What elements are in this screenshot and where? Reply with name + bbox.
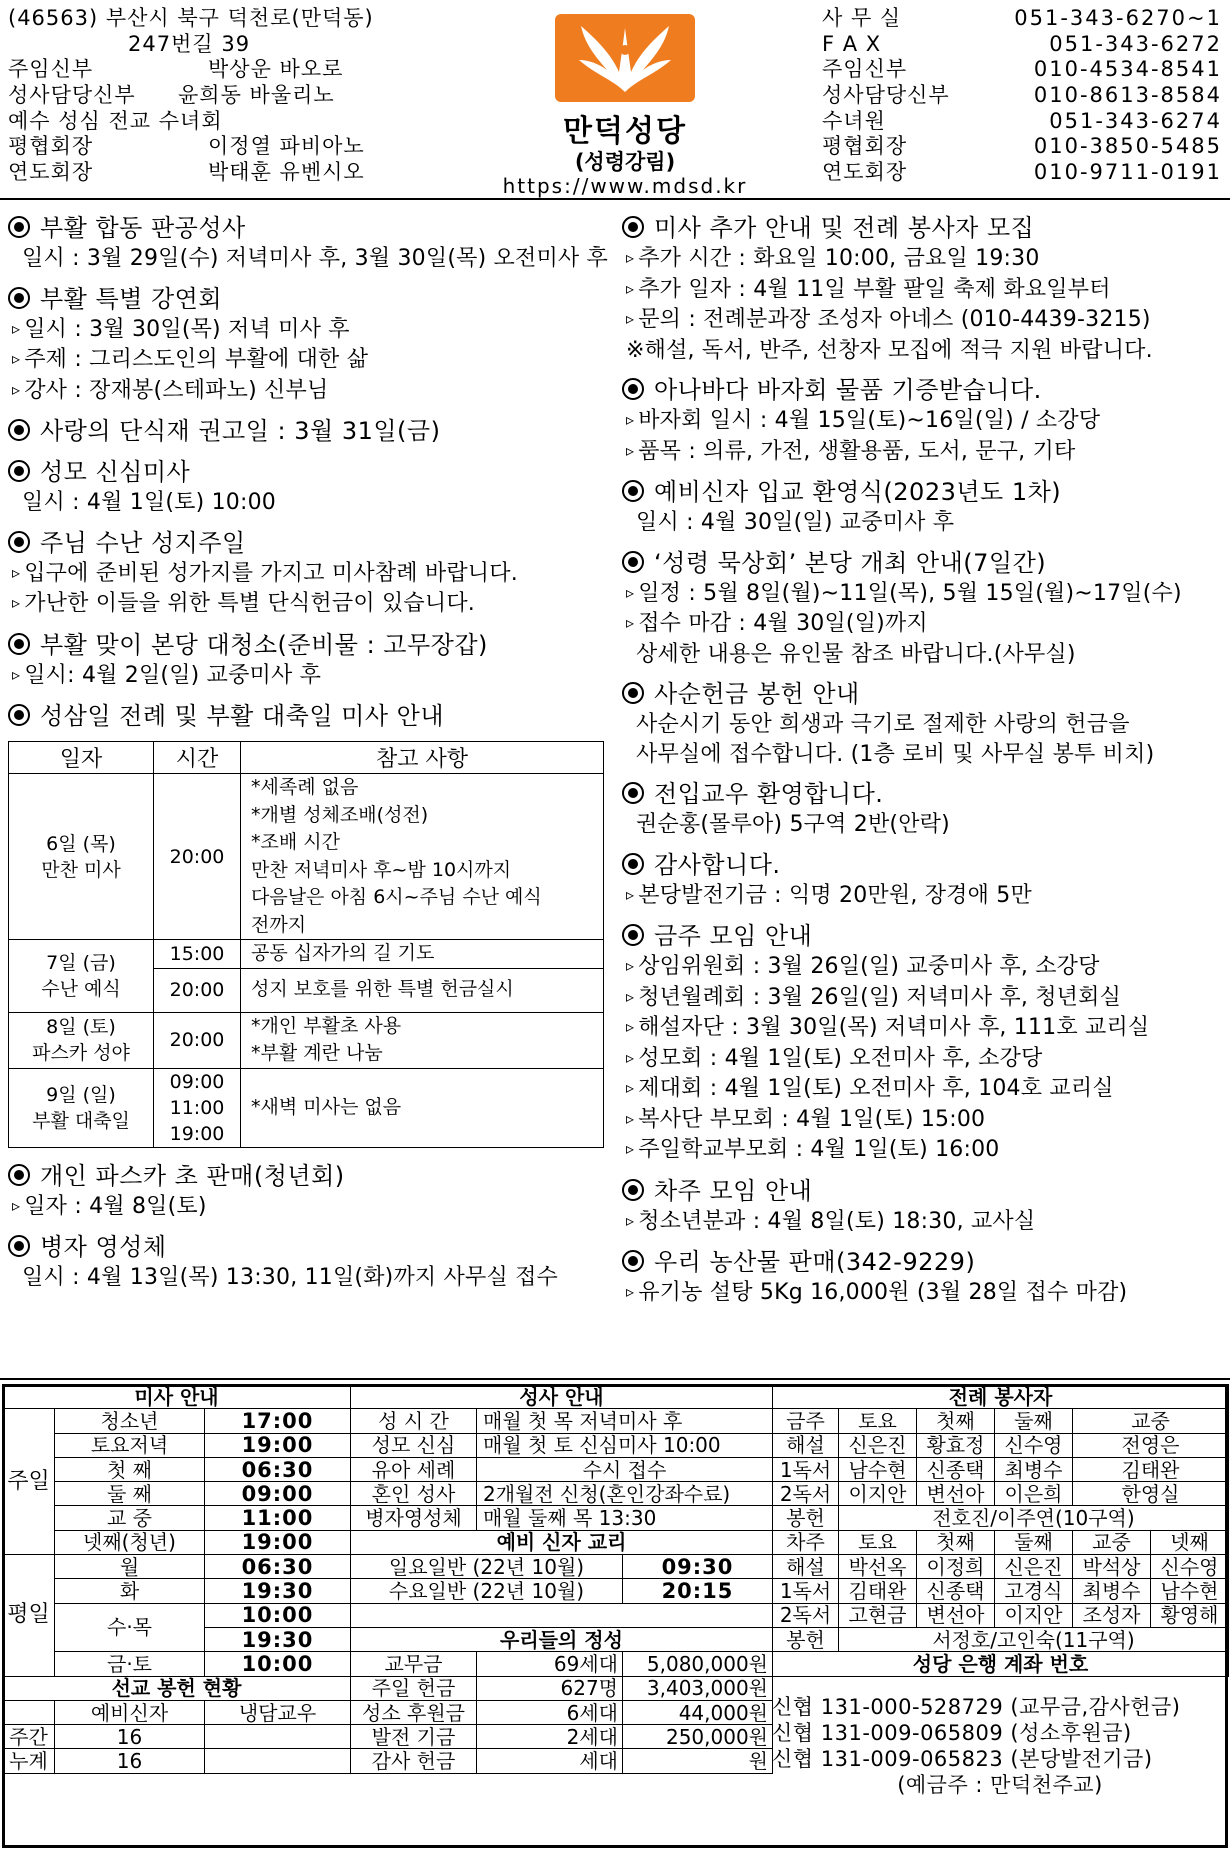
sunday-label: 주일 [3, 1409, 55, 1555]
notice-line: ▹ 품목 : 의류, 가전, 생활용품, 도서, 문구, 기타 [622, 437, 1226, 468]
notice-line: 일시 : 4월 1일(토) 10:00 [22, 490, 277, 515]
day-cell: 6일 (목) 만찬 미사 [9, 774, 154, 940]
bullet-icon [622, 682, 644, 704]
notice-section [8, 283, 608, 407]
bullet-icon [622, 216, 644, 238]
notice-section [622, 849, 1226, 912]
right-column [622, 212, 1226, 1318]
notice-title: 주님 수난 성지주일 [8, 527, 608, 559]
bullet-icon [622, 853, 644, 875]
notice-line: ▹ 일시 : 3월 30일(목) 저녁 미사 후 [8, 315, 608, 346]
notes-cell: 공동 십자가의 길 기도 [241, 940, 604, 969]
sisters: 예수 성심 전교 수녀회 [8, 108, 223, 133]
parish-name: 만덕성당 [563, 114, 687, 149]
bullet-icon [622, 1250, 644, 1272]
notice-line: ▹ 입구에 준비된 성가지를 가지고 미사참례 바랍니다. [8, 559, 608, 590]
bulletin-header [8, 6, 1222, 198]
bullet-icon [8, 460, 30, 482]
parish-url[interactable]: https://www.mdsd.kr [502, 174, 748, 198]
left-column [8, 212, 608, 1302]
left-notices-2 [8, 1160, 608, 1293]
bullet-icon [8, 287, 30, 309]
account-holder: (예금주 : 만덕천주교) [897, 1773, 1103, 1797]
notice-section [8, 629, 608, 692]
sacrament-table: 성사 안내 성 시 간 매월 첫 목 저녁미사 후 성모 신심 매월 첫 토 신심미사 10:00 유아 세례 수시 접수 혼인 성사 2개월전 신청(혼인강좌수료) 병자영성체 매월 둘째 목 13:30 예비 신자 교리 일요일반 (22년 10월) 09:30 수요일반 (22년 10월) 20:15 우리들의 정성 교무금 69세대 5,080,000원 주일 헌금 627명 3,403,000원 성소 후원금 6세대 44,000원 발전 기금 2세대 250,000원 감사 헌금 세대 원 [350, 1384, 773, 1774]
time-cell: 20:00 [154, 774, 241, 940]
council-president: 평협회장 이정열 파비아노 [8, 134, 365, 159]
notice-section [622, 1246, 1226, 1309]
table-row [9, 1012, 604, 1068]
notice-line: ▹ 유기농 설탕 5Kg 16,000원 (3월 28일 접수 마감) [622, 1278, 1226, 1309]
notice-section [622, 1175, 1226, 1238]
bank-accounts [772, 1694, 1228, 1798]
notice-section [8, 527, 608, 620]
table-header: 시간 [154, 742, 241, 774]
bullet-icon [622, 551, 644, 573]
day-cell: 7일 (금) 수난 예식 [9, 940, 154, 1013]
notice-line: ▹ 일자 : 4월 8일(토) [8, 1192, 608, 1223]
notice-title: 부활 특별 강연회 [8, 283, 608, 315]
notice-section [622, 920, 1226, 1166]
notice-title: 미사 추가 안내 및 전례 봉사자 모집 [622, 212, 1226, 244]
notice-line: ▹ 강사 : 장재봉(스테파노) 신부님 [8, 376, 608, 407]
bank-account: 신협 131-009-065823 (본당발전기금) [772, 1747, 1153, 1771]
notice-title: 부활 합동 판공성사 [8, 212, 608, 244]
notice-line: ▹ 상임위원회 : 3월 26일(일) 교중미사 후, 소강당 [622, 952, 1226, 983]
table-header-row [9, 742, 604, 774]
notice-title: 개인 파스카 초 판매(청년회) [8, 1160, 608, 1192]
notice-line: ※해설, 독서, 반주, 선창자 모집에 적극 지원 바랍니다. [626, 337, 1153, 363]
notice-line: ▹ 일시: 4월 2일(일) 교중미사 후 [8, 661, 608, 692]
time-cell: 09:00 11:00 19:00 [154, 1068, 241, 1147]
notice-title: 사순헌금 봉헌 안내 [622, 678, 1226, 710]
notice-line: ▹ 청소년분과 : 4월 8일(토) 18:30, 교사실 [622, 1207, 1226, 1238]
table-header: 참고 사항 [241, 742, 604, 774]
notice-line: ▹ 일정 : 5월 8일(월)~11일(목), 5월 15일(월)~17일(수) [622, 579, 1226, 610]
mass-schedule-table: 미사 안내 주일 청소년 17:00 토요저녁 19:00 첫 째 06:30 둘 째 09:00 교 중 11:00 넷째(청년) 19:00 평일 월 06:30 화 19:30 수·목 10:00 19:30 금·토 10:00 선교 봉헌 현황 예비신자 냉담교우 주간 16 누계 16 [2, 1384, 351, 1774]
notice-line: ▹ 가난한 이들을 위한 특별 단식헌금이 있습니다. [8, 589, 608, 620]
notice-line: ▹ 해설자단 : 3월 30일(목) 저녁미사 후, 111호 교리실 [622, 1013, 1226, 1044]
mission-title: 선교 봉헌 현황 [3, 1676, 351, 1700]
confessor: 성사담당신부 윤희동 바울리노 [8, 83, 335, 108]
bullet-icon [622, 782, 644, 804]
bullet-icon [8, 1164, 30, 1186]
notice-line: ▹ 추가 일자 : 4월 11일 부활 팔일 축제 화요일부터 [622, 275, 1226, 306]
notice-title: 예비신자 입교 환영식(2023년도 1차) [622, 476, 1226, 508]
notice-line: ▹ 성모회 : 4월 1일(토) 오전미사 후, 소강당 [622, 1044, 1226, 1075]
notes-cell: *새벽 미사는 없음 [241, 1068, 604, 1147]
bullet-icon [8, 419, 30, 441]
bullet-icon [8, 531, 30, 553]
day-cell: 8일 (토) 파스카 성야 [9, 1012, 154, 1068]
notice-line: 상세한 내용은 유인물 참조 바랍니다.(사무실) [636, 641, 1076, 667]
notice-line: ▹ 청년월례회 : 3월 26일(일) 저녁미사 후, 청년회실 [622, 983, 1226, 1014]
notice-title: 차주 모임 안내 [622, 1175, 1226, 1207]
dove-logo-icon [555, 14, 695, 102]
notes-cell: *개인 부활초 사용 *부활 계란 나눔 [241, 1012, 604, 1068]
notice-line: ▹ 본당발전기금 : 익명 20만원, 장경애 5만 [622, 881, 1226, 912]
bullet-icon [622, 480, 644, 502]
notice-title: ‘성령 묵상회’ 본당 개최 안내(7일간) [622, 547, 1226, 579]
notice-title: 감사합니다. [622, 849, 1226, 881]
notice-section [622, 778, 1226, 840]
notice-section [622, 476, 1226, 538]
notes-cell: *세족례 없음 *개별 성체조배(성전) *조배 시간 만찬 저녁미사 후~밤 10시까지 다음날은 아침 6시~주님 수난 예식 전까지 [241, 774, 604, 940]
parish-logo-block [480, 14, 770, 198]
address-line-2: 247번길 39 [128, 31, 251, 56]
bullet-icon [622, 1179, 644, 1201]
notice-section [8, 1160, 608, 1223]
notice-title: 성모 신심미사 [8, 456, 608, 488]
notice-line: 일시 : 4월 13일(목) 13:30, 11일(화)까지 사무실 접수 [22, 1265, 559, 1290]
address-line: (46563) 부산시 북구 덕천로(만덕동) [8, 6, 374, 30]
table-row [9, 774, 604, 940]
notice-section [8, 456, 608, 518]
notice-section [622, 212, 1226, 365]
notice-line: ▹ 제대회 : 4월 1일(토) 오전미사 후, 104호 교리실 [622, 1074, 1226, 1105]
weekday-label: 평일 [3, 1555, 55, 1676]
notice-line: 권순홍(몰루아) 5구역 2반(안락) [636, 812, 950, 837]
bank-account: 신협 131-000-528729 (교무금,감사헌금) [772, 1695, 1181, 1719]
bottom-divider [0, 1378, 1230, 1380]
notice-section [8, 1231, 608, 1293]
bullet-icon [8, 633, 30, 655]
notice-title: 사랑의 단식재 권고일 : 3월 31일(금) [8, 415, 608, 447]
table-header: 일자 [9, 742, 154, 774]
notice-title: 전입교우 환영합니다. [622, 778, 1226, 810]
notice-line: 일시 : 4월 30일(일) 교중미사 후 [636, 510, 955, 535]
notice-title: 부활 맞이 본당 대청소(준비물 : 고무장갑) [8, 629, 608, 661]
table-row [9, 940, 604, 969]
header-divider [0, 198, 1230, 200]
left-notices [8, 212, 608, 732]
bullet-icon [8, 704, 30, 726]
notes-cell: 성지 보호를 위한 특별 헌금실시 [241, 968, 604, 1012]
notice-title: 아나바다 바자회 물품 기증받습니다. [622, 374, 1226, 406]
bullet-icon [622, 378, 644, 400]
bullet-icon [8, 1235, 30, 1257]
notice-title: 병자 영성체 [8, 1231, 608, 1263]
right-notices [622, 212, 1226, 1309]
pastor: 주임신부 박상운 바오로 [8, 57, 344, 82]
notice-line: ▹ 문의 : 전례분과장 조성자 아네스 (010-4439-3215) [622, 305, 1226, 336]
parish-subtitle: (성령강림) [574, 150, 676, 174]
notice-title: 우리 농산물 판매(342-9229) [622, 1246, 1226, 1278]
notice-line: 사순시기 동안 희생과 극기로 절제한 사랑의 헌금을 [636, 712, 1130, 737]
mass-title: 미사 안내 [3, 1385, 351, 1409]
notice-section [8, 212, 608, 274]
notice-line: ▹ 바자회 일시 : 4월 15일(토)~16일(일) / 소강당 [622, 406, 1226, 437]
time-cell: 20:00 [154, 1012, 241, 1068]
day-cell: 9일 (일) 부활 대축일 [9, 1068, 154, 1147]
notice-title: 성삼일 전례 및 부활 대축일 미사 안내 [8, 700, 608, 732]
notice-line: ▹ 접수 마감 : 4월 30일(일)까지 [622, 609, 1226, 640]
notice-section [8, 415, 608, 447]
notice-line: ▹ 복사단 부모회 : 4월 1일(토) 15:00 [622, 1105, 1226, 1136]
notice-section [8, 700, 608, 732]
time-cell: 20:00 [154, 968, 241, 1012]
liturgy-table: 전례 봉사자 금주 토요 첫째 둘째 교중 해설 신은진 황효정 신수영 전영은 1독서 남수현 신종택 최병수 김태완 2독서 이지안 변선아 이은희 한영실 봉헌 전호진/이주연(10구역) 차주 토요 첫째 둘째 교중 넷째 해설 박선옥 이정희 신은진 박석상 신수영 1독서 김태완 신종택 고경식 최병수 남수현 2독서 고현금 변선아 이지안 조성자 황영해 봉헌 서정호/고인숙(11구역) 성당 은행 계좌 번호 [772, 1384, 1229, 1677]
notice-section [622, 547, 1226, 670]
notice-section [622, 678, 1226, 769]
notice-title: 금주 모임 안내 [622, 920, 1226, 952]
notice-line: 사무실에 접수합니다. (1층 로비 및 사무실 봉투 비치) [636, 741, 1155, 767]
bottom-info [2, 1384, 1228, 1848]
notice-section [622, 374, 1226, 467]
notice-line: ▹ 주일학교부모회 : 4월 1일(토) 16:00 [622, 1135, 1226, 1166]
bullet-icon [622, 924, 644, 946]
yeondo-president: 연도회장 박태훈 유벤시오 [8, 160, 365, 185]
time-cell: 15:00 [154, 940, 241, 969]
holy-week-table [8, 741, 604, 1148]
contact-info: 사 무 실 051-343-6270~1 F A X 051-343-6272 주임신부 010-4534-8541 성사담당신부 010-8613-8584 수녀원 051-343-6274 평협회장 010-3850-5485 연도회장 010-9711-0191 [822, 6, 1222, 185]
bank-account: 신협 131-009-065809 (성소후원금) [772, 1721, 1132, 1745]
notice-line: ▹ 추가 시간 : 화요일 10:00, 금요일 19:30 [622, 244, 1226, 275]
notice-line: ▹ 주제 : 그리스도인의 부활에 대한 삶 [8, 345, 608, 376]
bullet-icon [8, 216, 30, 238]
parish-info [8, 6, 478, 186]
notice-line: 일시 : 3월 29일(수) 저녁미사 후, 3월 30일(목) 오전미사 후 [22, 246, 608, 271]
table-row [9, 1068, 604, 1147]
